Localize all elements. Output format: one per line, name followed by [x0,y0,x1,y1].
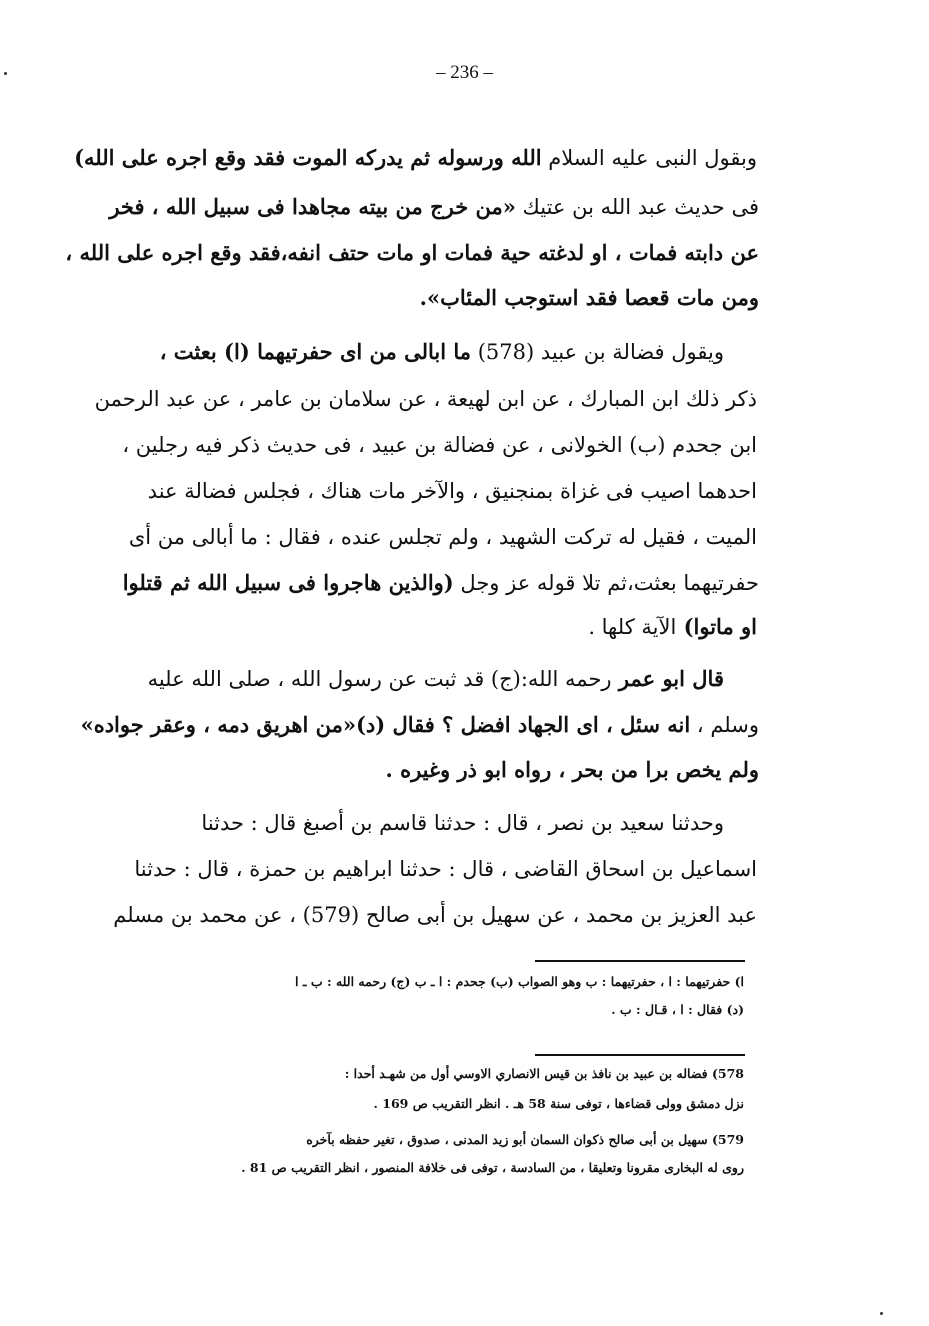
text-segment: الآية كلها . [588,615,677,639]
text-segment: ذكر ذلك ابن المبارك ، عن ابن لهيعة ، عن سلامان بن عامر ، عن عبد الرحمن [94,387,757,411]
biography-note-579-line-1: 579) سهيل بن أبى صالح ذكوان السمان أبو زيد المدنى ، صدوق ، تغير حفظه بآخره [306,1132,744,1147]
text-line-16 [134,854,757,884]
text-line-12 [124,664,724,694]
text-segment: ولم يخص برا من بحر ، رواه ابو ذر وغيره . [385,757,759,782]
variant-note-1: ا) حفرتيهما : ا ، حفرتيهما : ب وهو الصواب (ب) جحدم : ا ـ ب (ج) رحمه الله : ب ـ ا [295,974,744,989]
text-segment: الله ورسوله ثم يدركه الموت فقد وقع اجره على الله) [74,145,542,170]
biography-note-578-line-2: نزل دمشق وولى قضاءها ، توفى سنة 58 هـ . انظر التقريب ص 169 . [373,1096,744,1111]
text-segment: فى حديث عبد الله بن عتيك [515,195,759,219]
text-segment: (والذين هاجروا فى سبيل الله ثم قتلوا [122,570,454,595]
biography-note-579-line-2: روى له البخارى مقرونا وتعليقا ، من السادسة ، توفى فى خلافة المنصور ، انظر التقريب ص 81 . [241,1160,744,1175]
text-line-13 [80,710,759,740]
text-line-5 [124,337,724,367]
text-segment: رحمه الله:(ج) قد ثبت عن رسول الله ، صلى الله عليه [147,667,612,691]
scan-speck [4,72,7,75]
text-segment: ابن جحدم (ب) الخولانى ، عن فضالة بن عبيد ، فى حديث ذكر فيه رجلين ، [122,433,757,457]
variant-note-2: (د) فقال : ا ، قـال : ب . [611,1002,744,1017]
text-line-7 [122,430,757,460]
text-line-11 [157,612,757,642]
text-segment: وبقول النبى عليه السلام [541,146,757,170]
scan-speck [880,1312,883,1315]
text-segment: اسماعيل بن اسحاق القاضى ، قال : حدثنا ابراهيم بن حمزة ، قال : حدثنا [134,857,757,881]
text-segment: عن دابته فمات ، او لدغته حية فمات او مات حتف انفه،فقد وقع اجره على الله ، [65,240,759,265]
text-segment: ومن مات قعصا فقد استوجب المئاب». [419,285,759,310]
text-segment: حفرتيهما بعثت،ثم تلا قوله عز وجل [453,571,759,595]
text-segment: عبد العزيز بن محمد ، عن سهيل بن أبى صالح (579) ، عن محمد بن مسلم [113,903,757,927]
text-segment: ما ابالى من اى حفرتيهما (ا) بعثت ، [159,339,472,364]
text-line-9 [128,522,757,552]
text-line-6 [94,384,757,414]
text-segment: انه سئل ، اى الجهاد افضل ؟ فقال (د)«من اهريق دمه ، وعقر جواده» [80,712,691,737]
text-segment: وحدثنا سعيد بن نصر ، قال : حدثنا قاسم بن أصبغ قال : حدثنا [201,811,724,835]
text-segment: الميت ، فقيل له تركت الشهيد ، ولم تجلس عنده ، فقال : ما أبالى من أى [128,525,757,549]
text-segment: ويقول فضالة بن عبيد (578) [471,340,724,364]
text-line-2 [84,192,759,222]
text-line-10 [84,568,759,598]
text-line-1 [74,143,757,173]
text-segment: احدهما اصيب فى غزاة بمنجنيق ، والآخر مات هناك ، فجلس فضالة عند [147,479,757,503]
page-number: – 236 – [436,62,493,83]
text-line-4 [84,283,759,313]
text-line-8 [147,476,757,506]
text-segment: قال ابو عمر [611,666,724,691]
footnote-separator-2 [535,1054,745,1056]
text-segment: او ماتوا) [676,614,757,639]
text-line-14 [84,755,759,785]
text-segment: «من خرج من بيته مجاهدا فى سبيل الله ، فخر [109,194,516,219]
text-segment: وسلم ، [690,713,759,737]
text-line-17 [113,900,757,930]
footnote-separator-1 [535,960,745,962]
biography-note-578-line-1: 578) فضاله بن عبيد بن نافذ بن قيس الانصاري الاوسي أول من شهـد أحدا : [344,1066,744,1081]
text-line-15 [124,808,724,838]
text-line-3 [65,238,759,268]
